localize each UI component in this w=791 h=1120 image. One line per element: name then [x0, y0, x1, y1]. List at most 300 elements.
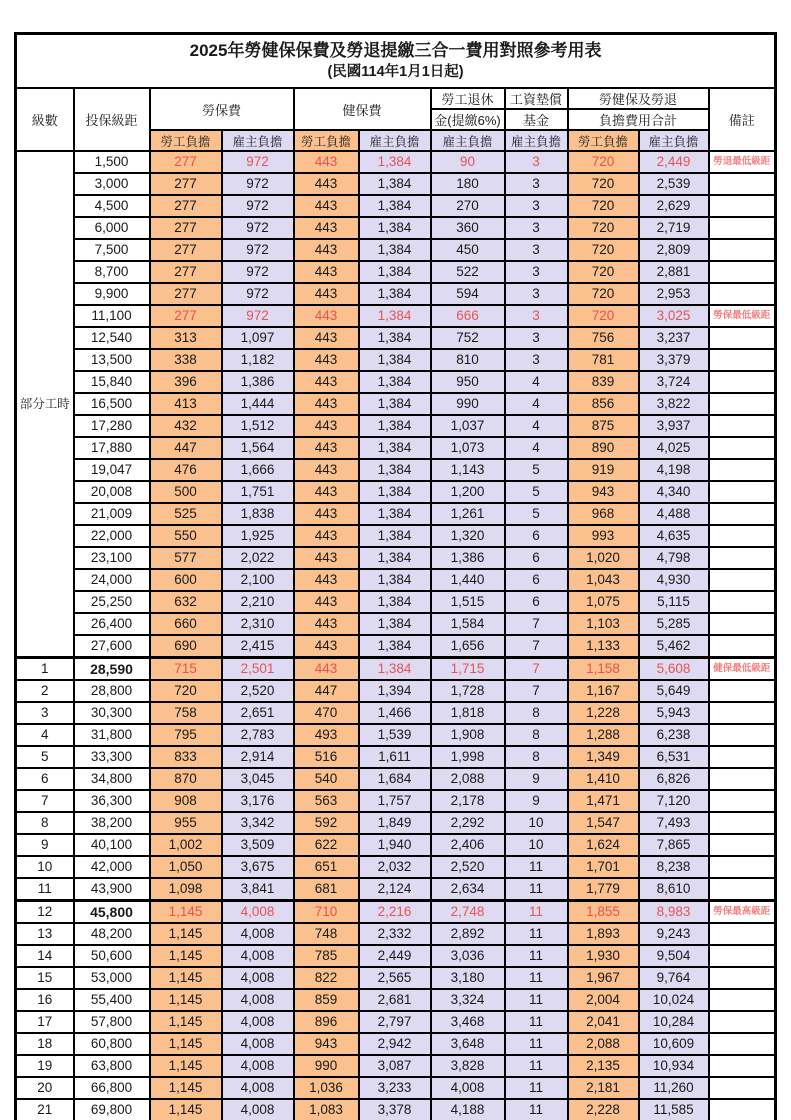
cell-li-employer: 2,651 — [222, 702, 294, 724]
table-row — [16, 635, 776, 658]
table-row — [16, 790, 776, 812]
cell-note — [709, 1077, 776, 1099]
cell-bracket: 33,300 — [74, 746, 150, 768]
cell-li-employer: 4,008 — [222, 1077, 294, 1099]
cell-bracket: 4,500 — [74, 195, 150, 217]
cell-hi-employee: 443 — [294, 547, 359, 569]
cell-wage-fund-employer: 6 — [505, 547, 568, 569]
cell-bracket: 19,047 — [74, 459, 150, 481]
cell-wage-fund-employer: 11 — [505, 989, 568, 1011]
table-header — [16, 34, 776, 152]
cell-hi-employer: 2,332 — [359, 923, 431, 945]
cell-li-employer: 2,783 — [222, 724, 294, 746]
cell-hi-employer: 1,384 — [359, 327, 431, 349]
cell-wage-fund-employer: 11 — [505, 1099, 568, 1120]
cell-note — [709, 173, 776, 195]
cell-pension-employer: 1,656 — [431, 635, 505, 658]
cell-li-employee: 432 — [150, 415, 222, 437]
cell-total-employee: 1,967 — [568, 967, 639, 989]
cell-bracket: 22,000 — [74, 525, 150, 547]
cell-bracket: 40,100 — [74, 834, 150, 856]
cell-hi-employer: 1,384 — [359, 547, 431, 569]
cell-bracket: 23,100 — [74, 547, 150, 569]
table-row — [16, 923, 776, 945]
cell-hi-employer: 2,449 — [359, 945, 431, 967]
cell-wage-fund-employer: 8 — [505, 724, 568, 746]
cell-li-employer: 3,342 — [222, 812, 294, 834]
cell-pension-employer: 3,036 — [431, 945, 505, 967]
cell-wage-fund-employer: 4 — [505, 371, 568, 393]
table-row — [16, 327, 776, 349]
cell-pension-employer: 1,715 — [431, 658, 505, 681]
cell-hi-employee: 447 — [294, 680, 359, 702]
cell-li-employer: 4,008 — [222, 1033, 294, 1055]
cell-total-employee: 1,930 — [568, 945, 639, 967]
cell-wage-fund-employer: 6 — [505, 525, 568, 547]
cell-hi-employer: 1,466 — [359, 702, 431, 724]
cell-hi-employee: 1,036 — [294, 1077, 359, 1099]
cell-hi-employer: 1,384 — [359, 635, 431, 658]
cell-bracket: 53,000 — [74, 967, 150, 989]
cell-total-employer: 4,488 — [639, 503, 709, 525]
cell-wage-fund-employer: 3 — [505, 217, 568, 239]
cell-pension-employer: 3,324 — [431, 989, 505, 1011]
cell-hi-employer: 2,942 — [359, 1033, 431, 1055]
cell-hi-employer: 1,384 — [359, 151, 431, 173]
cell-total-employee: 1,410 — [568, 768, 639, 790]
cell-bracket: 38,200 — [74, 812, 150, 834]
cell-note — [709, 790, 776, 812]
cell-bracket: 48,200 — [74, 923, 150, 945]
cell-hi-employee: 443 — [294, 327, 359, 349]
cell-bracket: 66,800 — [74, 1077, 150, 1099]
cell-li-employer: 972 — [222, 151, 294, 173]
cell-total-employee: 2,041 — [568, 1011, 639, 1033]
cell-bracket: 63,800 — [74, 1055, 150, 1077]
table-row — [16, 989, 776, 1011]
cell-li-employer: 972 — [222, 195, 294, 217]
cell-note — [709, 768, 776, 790]
col-header-total-line2: 負擔費用合計 — [568, 109, 709, 130]
cell-li-employer: 2,310 — [222, 613, 294, 635]
cell-bracket: 28,800 — [74, 680, 150, 702]
cell-hi-employee: 443 — [294, 173, 359, 195]
cell-total-employer: 8,610 — [639, 878, 709, 901]
cell-li-employee: 660 — [150, 613, 222, 635]
cell-wage-fund-employer: 3 — [505, 239, 568, 261]
cell-total-employer: 10,284 — [639, 1011, 709, 1033]
cell-pension-employer: 4,188 — [431, 1099, 505, 1120]
cell-pension-employer: 2,088 — [431, 768, 505, 790]
cell-hi-employer: 1,384 — [359, 173, 431, 195]
cell-hi-employer: 1,394 — [359, 680, 431, 702]
cell-hi-employee: 470 — [294, 702, 359, 724]
cell-pension-employer: 180 — [431, 173, 505, 195]
cell-total-employee: 2,228 — [568, 1099, 639, 1120]
cell-pension-employer: 1,261 — [431, 503, 505, 525]
cell-total-employee: 2,004 — [568, 989, 639, 1011]
cell-bracket: 43,900 — [74, 878, 150, 901]
cell-wage-fund-employer: 11 — [505, 901, 568, 924]
cell-note — [709, 327, 776, 349]
cell-wage-fund-employer: 7 — [505, 658, 568, 681]
table-row — [16, 878, 776, 901]
cell-total-employer: 5,285 — [639, 613, 709, 635]
cell-li-employee: 550 — [150, 525, 222, 547]
cell-hi-employee: 443 — [294, 459, 359, 481]
cell-wage-fund-employer: 3 — [505, 261, 568, 283]
cell-pension-employer: 1,515 — [431, 591, 505, 613]
cell-pension-employer: 666 — [431, 305, 505, 327]
cell-wage-fund-employer: 7 — [505, 635, 568, 658]
cell-level: 11 — [16, 878, 74, 901]
cell-li-employee: 1,002 — [150, 834, 222, 856]
subheader-total-employee: 勞工負擔 — [568, 130, 639, 151]
cell-li-employer: 972 — [222, 239, 294, 261]
col-header-remark: 備註 — [709, 88, 776, 151]
cell-total-employer: 3,025 — [639, 305, 709, 327]
cell-total-employer: 6,531 — [639, 746, 709, 768]
cell-level: 7 — [16, 790, 74, 812]
table-row — [16, 459, 776, 481]
cell-hi-employee: 493 — [294, 724, 359, 746]
table-row — [16, 1033, 776, 1055]
table-row — [16, 658, 776, 681]
cell-wage-fund-employer: 3 — [505, 349, 568, 371]
subheader-hi-employee: 勞工負擔 — [294, 130, 359, 151]
subheader-total-employer: 雇主負擔 — [639, 130, 709, 151]
table-row — [16, 591, 776, 613]
cell-li-employee: 908 — [150, 790, 222, 812]
cell-li-employer: 2,914 — [222, 746, 294, 768]
cell-total-employee: 1,547 — [568, 812, 639, 834]
cell-total-employer: 7,865 — [639, 834, 709, 856]
cell-total-employer: 7,493 — [639, 812, 709, 834]
cell-wage-fund-employer: 6 — [505, 591, 568, 613]
cell-hi-employer: 1,384 — [359, 393, 431, 415]
cell-bracket: 28,590 — [74, 658, 150, 681]
cell-wage-fund-employer: 3 — [505, 173, 568, 195]
cell-wage-fund-employer: 3 — [505, 195, 568, 217]
cell-level-part-time: 部分工時 — [16, 151, 74, 658]
cell-total-employee: 2,181 — [568, 1077, 639, 1099]
cell-li-employer: 2,501 — [222, 658, 294, 681]
cell-hi-employee: 443 — [294, 415, 359, 437]
cell-wage-fund-employer: 11 — [505, 878, 568, 901]
cell-level: 17 — [16, 1011, 74, 1033]
cell-hi-employee: 516 — [294, 746, 359, 768]
cell-hi-employee: 563 — [294, 790, 359, 812]
cell-li-employee: 690 — [150, 635, 222, 658]
cell-total-employer: 4,025 — [639, 437, 709, 459]
cell-hi-employee: 443 — [294, 239, 359, 261]
cell-li-employee: 1,098 — [150, 878, 222, 901]
cell-total-employer: 11,260 — [639, 1077, 709, 1099]
cell-li-employer: 1,925 — [222, 525, 294, 547]
cell-note — [709, 459, 776, 481]
page-subtitle: (民國114年1月1日起) — [327, 64, 464, 81]
cell-total-employer: 2,719 — [639, 217, 709, 239]
table-row — [16, 173, 776, 195]
table-row — [16, 613, 776, 635]
cell-note: 勞保最高級距 — [709, 901, 776, 924]
cell-li-employer: 972 — [222, 283, 294, 305]
cell-li-employer: 4,008 — [222, 901, 294, 924]
table-row — [16, 217, 776, 239]
cell-total-employer: 4,930 — [639, 569, 709, 591]
cell-note: 勞保最低級距 — [709, 305, 776, 327]
cell-hi-employer: 1,384 — [359, 481, 431, 503]
cell-hi-employee: 443 — [294, 349, 359, 371]
cell-total-employer: 6,238 — [639, 724, 709, 746]
cell-total-employer: 2,539 — [639, 173, 709, 195]
cell-note — [709, 261, 776, 283]
cell-li-employee: 277 — [150, 283, 222, 305]
cell-total-employee: 1,624 — [568, 834, 639, 856]
cell-note — [709, 217, 776, 239]
cell-pension-employer: 1,908 — [431, 724, 505, 746]
cell-li-employee: 632 — [150, 591, 222, 613]
cell-total-employer: 2,449 — [639, 151, 709, 173]
table-row — [16, 812, 776, 834]
reference-table-sheet — [14, 32, 777, 1120]
cell-wage-fund-employer: 8 — [505, 702, 568, 724]
cell-li-employee: 1,145 — [150, 1033, 222, 1055]
cell-li-employee: 277 — [150, 261, 222, 283]
cell-note — [709, 437, 776, 459]
cell-bracket: 57,800 — [74, 1011, 150, 1033]
cell-hi-employer: 2,032 — [359, 856, 431, 878]
cell-total-employee: 781 — [568, 349, 639, 371]
cell-wage-fund-employer: 10 — [505, 812, 568, 834]
cell-hi-employer: 1,384 — [359, 525, 431, 547]
cell-pension-employer: 270 — [431, 195, 505, 217]
cell-total-employer: 5,608 — [639, 658, 709, 681]
cell-note — [709, 923, 776, 945]
table-row — [16, 746, 776, 768]
cell-bracket: 1,500 — [74, 151, 150, 173]
cell-pension-employer: 1,037 — [431, 415, 505, 437]
table-row — [16, 283, 776, 305]
cell-total-employee: 1,701 — [568, 856, 639, 878]
table-row — [16, 349, 776, 371]
cell-li-employee: 277 — [150, 195, 222, 217]
cell-hi-employee: 443 — [294, 658, 359, 681]
cell-hi-employee: 822 — [294, 967, 359, 989]
cell-note — [709, 967, 776, 989]
cell-li-employee: 1,145 — [150, 901, 222, 924]
cell-wage-fund-employer: 11 — [505, 923, 568, 945]
cell-bracket: 7,500 — [74, 239, 150, 261]
cell-total-employee: 1,167 — [568, 680, 639, 702]
cell-total-employee: 1,158 — [568, 658, 639, 681]
cell-bracket: 24,000 — [74, 569, 150, 591]
cell-hi-employee: 443 — [294, 151, 359, 173]
cell-li-employee: 1,145 — [150, 989, 222, 1011]
cell-pension-employer: 2,748 — [431, 901, 505, 924]
cell-total-employer: 3,822 — [639, 393, 709, 415]
cell-wage-fund-employer: 3 — [505, 283, 568, 305]
subheader-hi-employer: 雇主負擔 — [359, 130, 431, 151]
table-row — [16, 1077, 776, 1099]
cell-bracket: 15,840 — [74, 371, 150, 393]
cell-total-employee: 856 — [568, 393, 639, 415]
cell-hi-employer: 2,124 — [359, 878, 431, 901]
cell-li-employee: 955 — [150, 812, 222, 834]
cell-pension-employer: 594 — [431, 283, 505, 305]
cell-hi-employee: 1,083 — [294, 1099, 359, 1120]
cell-hi-employer: 1,539 — [359, 724, 431, 746]
cell-note — [709, 503, 776, 525]
cell-note — [709, 239, 776, 261]
cell-li-employer: 3,675 — [222, 856, 294, 878]
cell-hi-employer: 1,384 — [359, 569, 431, 591]
cell-pension-employer: 522 — [431, 261, 505, 283]
table-row — [16, 702, 776, 724]
cell-hi-employee: 443 — [294, 635, 359, 658]
cell-hi-employee: 859 — [294, 989, 359, 1011]
cell-wage-fund-employer: 11 — [505, 967, 568, 989]
table-row — [16, 967, 776, 989]
cell-hi-employer: 1,384 — [359, 239, 431, 261]
cell-bracket: 26,400 — [74, 613, 150, 635]
cell-hi-employer: 1,384 — [359, 371, 431, 393]
cell-total-employer: 3,724 — [639, 371, 709, 393]
cell-hi-employer: 1,684 — [359, 768, 431, 790]
cell-li-employer: 972 — [222, 305, 294, 327]
col-header-wage-fund-line2: 基金 — [505, 109, 568, 130]
cell-total-employer: 3,937 — [639, 415, 709, 437]
cell-wage-fund-employer: 3 — [505, 305, 568, 327]
cell-level: 4 — [16, 724, 74, 746]
cell-bracket: 60,800 — [74, 1033, 150, 1055]
cell-li-employer: 2,100 — [222, 569, 294, 591]
cell-bracket: 13,500 — [74, 349, 150, 371]
cell-li-employer: 2,415 — [222, 635, 294, 658]
cell-total-employee: 1,855 — [568, 901, 639, 924]
cell-bracket: 31,800 — [74, 724, 150, 746]
cell-hi-employer: 1,849 — [359, 812, 431, 834]
cell-wage-fund-employer: 4 — [505, 393, 568, 415]
table-row — [16, 525, 776, 547]
cell-total-employer: 11,585 — [639, 1099, 709, 1120]
cell-hi-employee: 896 — [294, 1011, 359, 1033]
cell-level: 9 — [16, 834, 74, 856]
cell-bracket: 16,500 — [74, 393, 150, 415]
cell-bracket: 8,700 — [74, 261, 150, 283]
cell-li-employee: 277 — [150, 239, 222, 261]
cell-hi-employee: 443 — [294, 437, 359, 459]
cell-total-employee: 1,133 — [568, 635, 639, 658]
fee-table-body — [16, 151, 776, 1120]
cell-li-employee: 1,050 — [150, 856, 222, 878]
cell-level: 20 — [16, 1077, 74, 1099]
cell-total-employer: 8,238 — [639, 856, 709, 878]
table-row — [16, 481, 776, 503]
cell-bracket: 45,800 — [74, 901, 150, 924]
cell-total-employee: 1,288 — [568, 724, 639, 746]
cell-hi-employee: 443 — [294, 591, 359, 613]
cell-pension-employer: 1,998 — [431, 746, 505, 768]
cell-li-employer: 1,097 — [222, 327, 294, 349]
fee-table — [14, 32, 777, 1120]
cell-li-employer: 1,512 — [222, 415, 294, 437]
cell-hi-employee: 710 — [294, 901, 359, 924]
cell-pension-employer: 1,584 — [431, 613, 505, 635]
cell-bracket: 34,800 — [74, 768, 150, 790]
cell-li-employee: 277 — [150, 217, 222, 239]
cell-note — [709, 349, 776, 371]
cell-note: 勞退最低級距 — [709, 151, 776, 173]
cell-li-employee: 277 — [150, 305, 222, 327]
cell-bracket: 50,600 — [74, 945, 150, 967]
cell-li-employer: 4,008 — [222, 945, 294, 967]
cell-hi-employer: 1,384 — [359, 195, 431, 217]
cell-total-employer: 2,809 — [639, 239, 709, 261]
cell-bracket: 36,300 — [74, 790, 150, 812]
cell-hi-employer: 2,681 — [359, 989, 431, 1011]
cell-li-employer: 3,045 — [222, 768, 294, 790]
table-row — [16, 569, 776, 591]
cell-li-employer: 2,210 — [222, 591, 294, 613]
cell-hi-employee: 443 — [294, 283, 359, 305]
cell-bracket: 69,800 — [74, 1099, 150, 1120]
cell-wage-fund-employer: 4 — [505, 437, 568, 459]
cell-li-employer: 4,008 — [222, 967, 294, 989]
cell-level: 14 — [16, 945, 74, 967]
cell-total-employee: 943 — [568, 481, 639, 503]
cell-li-employer: 1,564 — [222, 437, 294, 459]
cell-wage-fund-employer: 5 — [505, 459, 568, 481]
cell-note — [709, 1055, 776, 1077]
cell-wage-fund-employer: 11 — [505, 1011, 568, 1033]
cell-pension-employer: 1,728 — [431, 680, 505, 702]
cell-total-employee: 720 — [568, 151, 639, 173]
cell-wage-fund-employer: 11 — [505, 1033, 568, 1055]
cell-total-employer: 10,609 — [639, 1033, 709, 1055]
cell-wage-fund-employer: 9 — [505, 790, 568, 812]
cell-note — [709, 283, 776, 305]
cell-li-employee: 338 — [150, 349, 222, 371]
cell-total-employer: 7,120 — [639, 790, 709, 812]
cell-pension-employer: 2,892 — [431, 923, 505, 945]
cell-wage-fund-employer: 7 — [505, 680, 568, 702]
cell-level: 5 — [16, 746, 74, 768]
cell-note — [709, 547, 776, 569]
cell-hi-employee: 443 — [294, 261, 359, 283]
cell-total-employee: 890 — [568, 437, 639, 459]
cell-pension-employer: 3,180 — [431, 967, 505, 989]
cell-li-employer: 972 — [222, 261, 294, 283]
cell-note — [709, 525, 776, 547]
cell-li-employee: 277 — [150, 173, 222, 195]
cell-hi-employer: 1,384 — [359, 437, 431, 459]
cell-li-employee: 795 — [150, 724, 222, 746]
cell-note — [709, 481, 776, 503]
cell-li-employee: 1,145 — [150, 1077, 222, 1099]
cell-pension-employer: 1,200 — [431, 481, 505, 503]
cell-li-employer: 4,008 — [222, 1011, 294, 1033]
col-header-wage-fund-line1: 工資墊償 — [505, 88, 568, 109]
cell-li-employer: 972 — [222, 173, 294, 195]
cell-total-employer: 9,504 — [639, 945, 709, 967]
table-row — [16, 415, 776, 437]
cell-hi-employee: 443 — [294, 569, 359, 591]
cell-note — [709, 415, 776, 437]
cell-hi-employer: 1,384 — [359, 591, 431, 613]
cell-level: 12 — [16, 901, 74, 924]
cell-hi-employer: 1,757 — [359, 790, 431, 812]
